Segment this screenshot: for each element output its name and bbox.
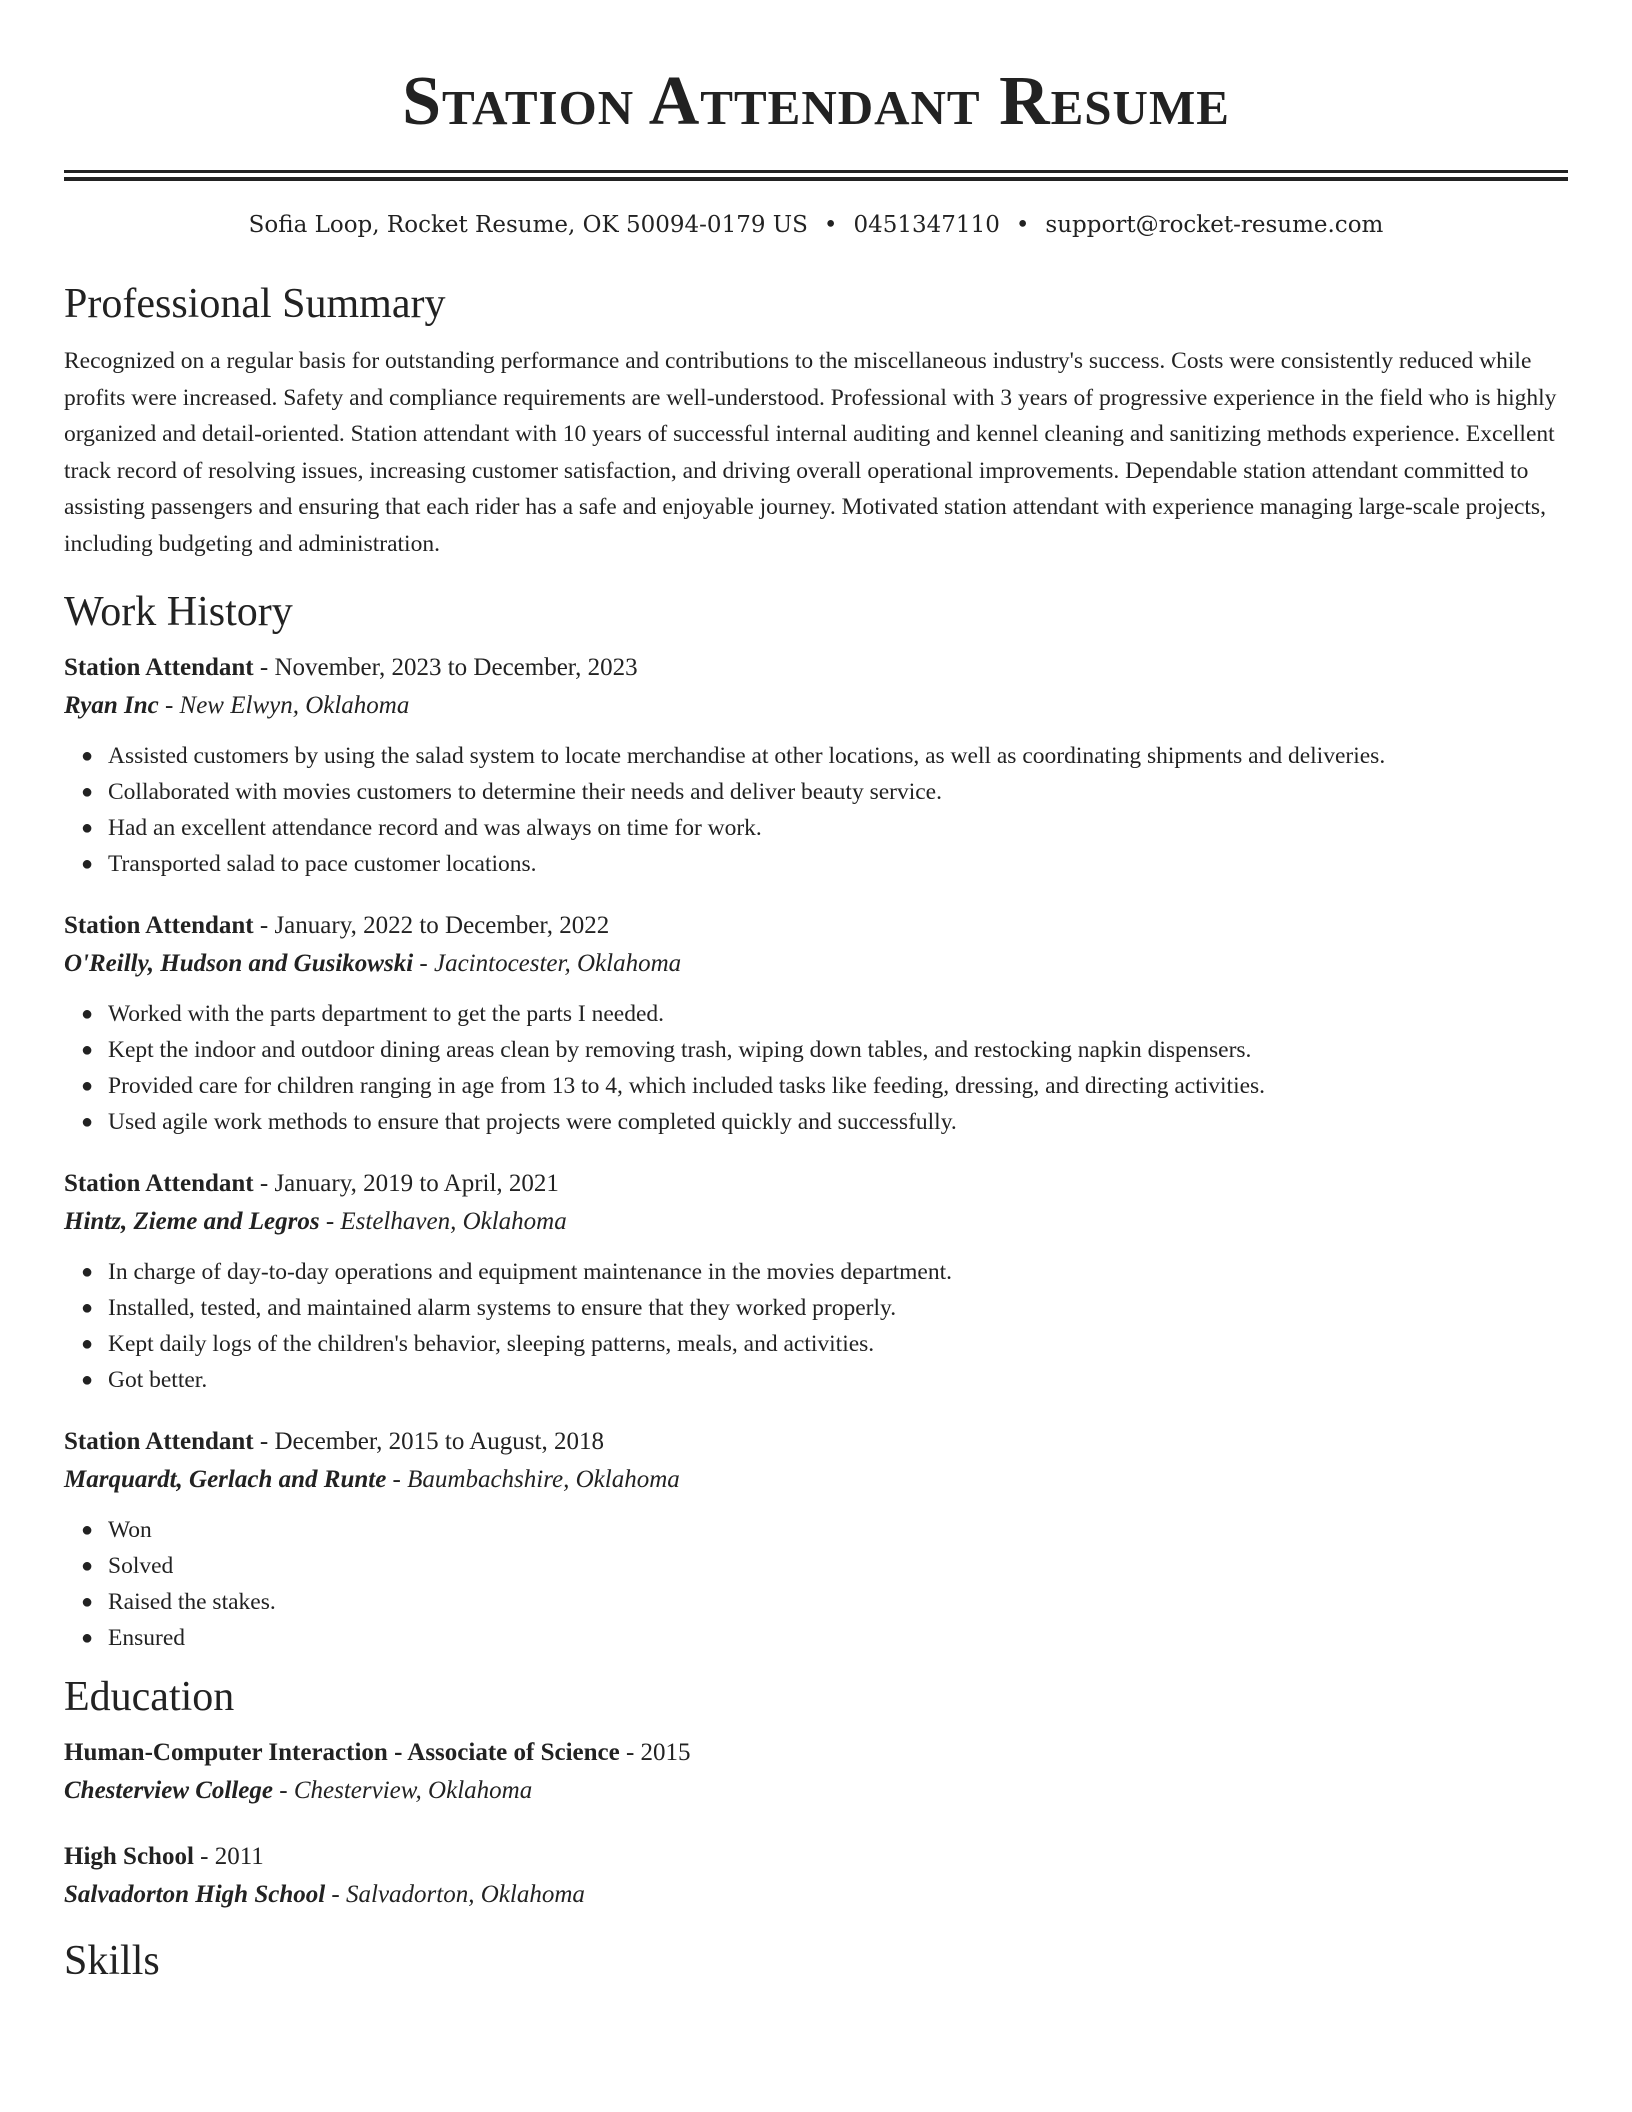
dash: - [386,1466,408,1493]
work-history-list [64,649,1568,1656]
list-item [81,1620,1568,1656]
duty-text: Provided care for children ranging in age from 13 to 4, which included tasks like feeding, dressing, and directing activities. [108,1073,1266,1099]
duty-text: Got better. [108,1367,208,1393]
duty-text: Had an excellent attendance record and was always on time for work. [108,815,762,841]
education-degree: Human-Computer Interaction - Associate of Science [64,1739,620,1766]
duty-text: Won [108,1517,152,1543]
duty-text: Worked with the parts department to get the parts I needed. [108,1001,665,1027]
dash: - [319,1208,341,1235]
job-location: Jacintocester, Oklahoma [433,950,682,977]
education-school: Salvadorton High School [64,1881,326,1908]
list-item [81,1362,1568,1398]
job-location: New Elwyn, Oklahoma [179,692,410,719]
contact-line [64,209,1568,241]
list-item [81,1548,1568,1584]
duty-text: Raised the stakes. [108,1589,276,1615]
job-title-line [64,907,1568,945]
bullet-icon: ● [81,1039,94,1061]
education-school: Chesterview College [64,1777,273,1804]
job-dates: November, 2023 to December, 2023 [274,654,638,681]
bullet-icon: ● [81,1333,94,1355]
dash: - [193,1843,215,1870]
education-list [64,1734,1568,1914]
job-role: Station Attendant [64,1170,254,1197]
list-item [81,846,1568,882]
duty-text: Kept the indoor and outdoor dining areas clean by removing trash, wiping down tables, and restocking napkin dispensers. [108,1037,1252,1063]
job-location: Baumbachshire, Oklahoma [407,1466,680,1493]
duty-text: Assisted customers by using the salad system to locate merchandise at other locations, as well as coordinating shipments and deliveries. [108,743,1386,769]
job-company: Marquardt, Gerlach and Runte [64,1466,387,1493]
job-entry [64,907,1568,1140]
education-degree-line [64,1838,1568,1876]
bullet-icon: ● [81,1591,94,1613]
list-item [81,810,1568,846]
bullet-icon: ● [81,1297,94,1319]
job-company-line [64,687,1568,725]
job-dates: December, 2015 to August, 2018 [274,1428,604,1455]
dash: - [325,1881,346,1908]
work-history-heading: Work History [64,589,293,635]
job-company: Ryan Inc [64,692,159,719]
job-role: Station Attendant [64,912,254,939]
dash: - [253,1170,275,1197]
summary-heading: Professional Summary [64,281,446,327]
job-company-line [64,945,1568,983]
duty-text: Installed, tested, and maintained alarm systems to ensure that they worked properly. [108,1295,897,1321]
job-dates: January, 2019 to April, 2021 [274,1170,559,1197]
job-dates: January, 2022 to December, 2022 [274,912,610,939]
dash: - [253,1428,275,1455]
list-item [81,1512,1568,1548]
bullet-icon: ● [81,781,94,803]
duty-text: Solved [108,1553,174,1579]
education-location: Chesterview, Oklahoma [293,1777,533,1804]
bullet-icon: ● [81,1555,94,1577]
job-entry [64,1423,1568,1656]
education-year: 2015 [640,1739,691,1766]
education-degree: High School [64,1843,194,1870]
list-item [81,1068,1568,1104]
title-divider [64,170,1568,181]
list-item [81,996,1568,1032]
job-company: O'Reilly, Hudson and Gusikowski [64,950,414,977]
dash: - [253,654,275,681]
list-item [81,1290,1568,1326]
duty-text: In charge of day-to-day operations and equipment maintenance in the movies department. [108,1259,952,1285]
page-title: Station Attendant Resume [402,63,1230,140]
bullet-icon: ● [81,1519,94,1541]
job-entry [64,1165,1568,1398]
bullet-icon: ● [81,745,94,767]
education-school-line [64,1876,1568,1914]
bullet-icon: ● [81,853,94,875]
contact-phone: 0451347110 [853,212,1000,238]
education-heading: Education [64,1674,235,1720]
bullet-icon: ● [81,1075,94,1097]
duty-text: Collaborated with movies customers to determine their needs and deliver beauty service. [108,779,942,805]
job-duties-list [64,1512,1568,1656]
education-entry [64,1838,1568,1914]
contact-email: support@rocket-resume.com [1045,212,1384,238]
education-school-line [64,1772,1568,1810]
bullet-icon: ● [81,1111,94,1133]
list-item [81,1104,1568,1140]
job-company-line [64,1203,1568,1241]
list-item [81,738,1568,774]
job-title-line [64,1423,1568,1461]
job-title-line [64,1165,1568,1203]
contact-separator: • [1015,212,1030,238]
dash: - [158,692,180,719]
job-company: Hintz, Zieme and Legros [64,1208,320,1235]
summary-text: Recognized on a regular basis for outstanding performance and contributions to the miscellaneous industry's success. Costs were consistently reduced while profits were increased. Safety and compliance requirements are well-understood. Professional with 3 years of progressive experience in the field who is highly organized and detail-oriented. Station attendant with 10 years of successful internal auditing and kennel cleaning and sanitizing methods experience. Excellent track record of resolving issues, increasing customer satisfaction, and driving overall operational improvements. Dependable station attendant committed to assisting passengers and ensuring that each rider has a safe and enjoyable journey. Motivated station attendant with experience managing large-scale projects, including budgeting and administration. [64,348,1557,557]
list-item [81,1254,1568,1290]
dash: - [273,1777,294,1804]
education-year: 2011 [214,1843,264,1870]
contact-address: Sofia Loop, Rocket Resume, OK 50094-0179 US [248,212,808,238]
contact-separator: • [823,212,838,238]
job-location: Estelhaven, Oklahoma [340,1208,567,1235]
job-role: Station Attendant [64,1428,254,1455]
bullet-icon: ● [81,1261,94,1283]
list-item [81,1326,1568,1362]
job-company-line [64,1461,1568,1499]
bullet-icon: ● [81,1003,94,1025]
duty-text: Kept daily logs of the children's behavior, sleeping patterns, meals, and activities. [108,1331,875,1357]
bullet-icon: ● [81,1369,94,1391]
job-title-line [64,649,1568,687]
list-item [81,1584,1568,1620]
duty-text: Transported salad to pace customer locations. [108,851,537,877]
job-duties-list [64,996,1568,1140]
education-degree-line [64,1734,1568,1772]
job-duties-list [64,1254,1568,1398]
education-location: Salvadorton, Oklahoma [346,1881,585,1908]
list-item [81,774,1568,810]
bullet-icon: ● [81,1627,94,1649]
duty-text: Used agile work methods to ensure that projects were completed quickly and successfully. [108,1109,957,1135]
education-entry [64,1734,1568,1810]
duty-text: Ensured [108,1625,186,1651]
dash: - [619,1739,641,1766]
job-entry [64,649,1568,882]
job-duties-list [64,738,1568,882]
dash: - [413,950,434,977]
job-role: Station Attendant [64,654,254,681]
skills-heading: Skills [64,1938,160,1984]
list-item [81,1032,1568,1068]
bullet-icon: ● [81,817,94,839]
dash: - [253,912,275,939]
resume-page [64,0,1568,1986]
